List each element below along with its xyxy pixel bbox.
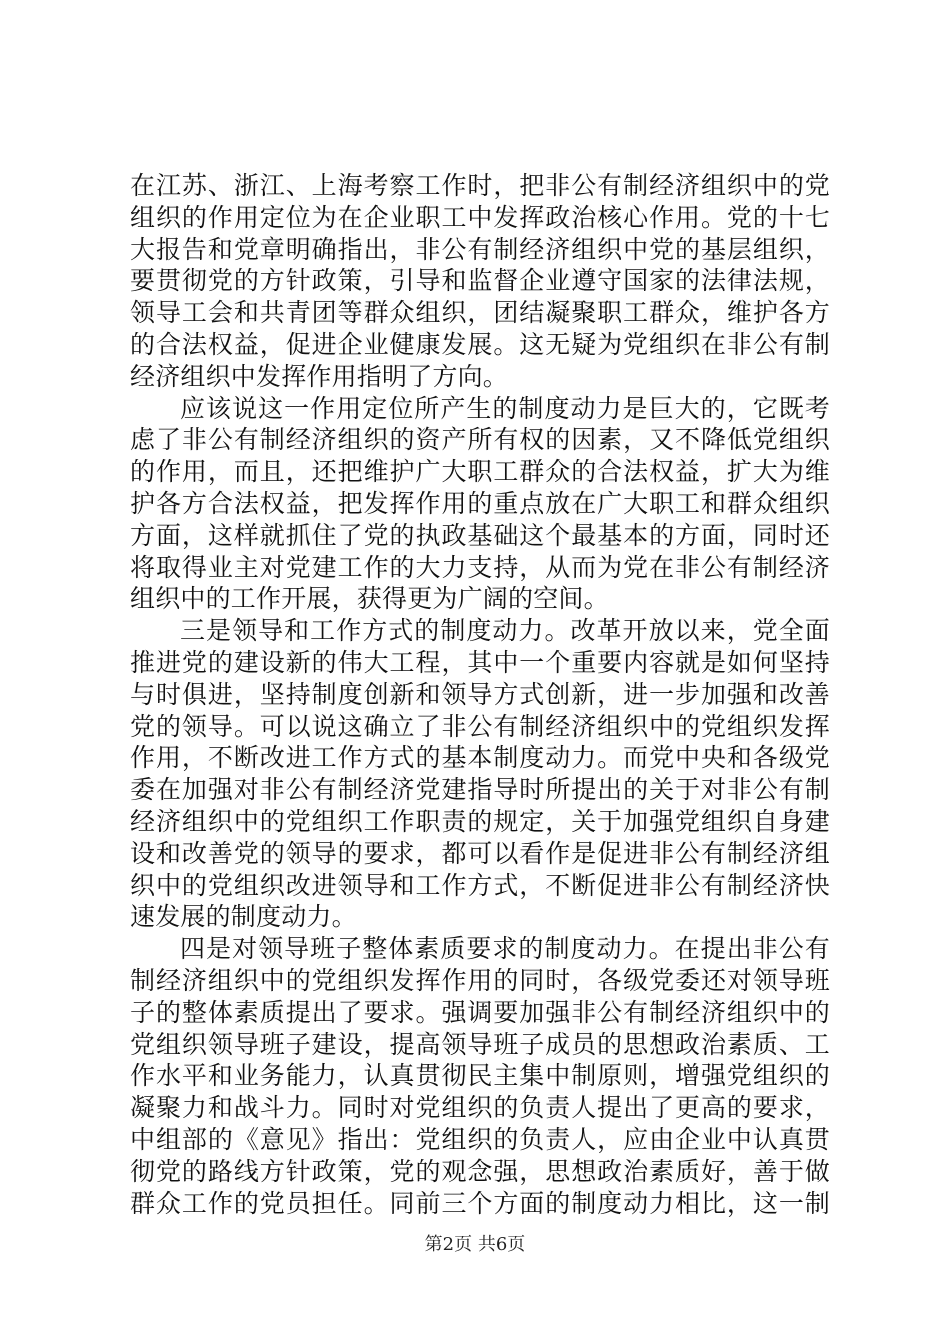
page-footer bbox=[0, 1230, 950, 1256]
text-line: 制经济组织中的党组织发挥作用的同时，各级党委还对领导班 bbox=[130, 965, 830, 995]
text-line: 在江苏、浙江、上海考察工作时，把非公有制经济组织中的党 bbox=[130, 171, 830, 200]
text-line: 虑了非公有制经济组织的资产所有权的因素，又不降低党组织 bbox=[130, 425, 830, 455]
text-line: 护各方合法权益，把发挥作用的重点放在广大职工和群众组织 bbox=[130, 488, 830, 518]
text-line: 的合法权益，促进企业健康发展。这无疑为党组织在非公有制 bbox=[130, 329, 830, 359]
text-line: 组织的作用定位为在企业职工中发挥政治核心作用。党的十七 bbox=[130, 202, 830, 232]
text-line: 四是对领导班子整体素质要求的制度动力。在提出非公有 bbox=[180, 934, 830, 964]
text-line: 凝聚力和战斗力。同时对党组织的负责人提出了更高的要求， bbox=[130, 1093, 830, 1123]
text-line: 领导工会和共青团等群众组织，团结凝聚职工群众，维护各方 bbox=[130, 298, 830, 328]
text-line: 方面，这样就抓住了党的执政基础这个最基本的方面，同时还 bbox=[130, 520, 830, 550]
text-line: 委在加强对非公有制经济党建指导时所提出的关于对非公有制 bbox=[130, 775, 830, 805]
text-line: 速发展的制度动力。 bbox=[130, 902, 357, 932]
text-line: 彻党的路线方针政策，党的观念强，思想政治素质好，善于做 bbox=[130, 1156, 830, 1186]
text-line: 子的整体素质提出了要求。强调要加强非公有制经济组织中的 bbox=[130, 997, 830, 1027]
text-line: 要贯彻党的方针政策，引导和监督企业遵守国家的法律法规， bbox=[130, 266, 830, 296]
text-line: 作水平和业务能力，认真贯彻民主集中制原则，增强党组织的 bbox=[130, 1061, 830, 1091]
page-number-label: 第2页 共6页 bbox=[424, 1234, 526, 1255]
text-line: 的作用，而且，还把维护广大职工群众的合法权益，扩大为维 bbox=[130, 457, 830, 487]
text-line: 中组部的《意见》指出：党组织的负责人，应由企业中认真贯 bbox=[130, 1124, 830, 1154]
text-line: 三是领导和工作方式的制度动力。改革开放以来，党全面 bbox=[180, 616, 830, 646]
document-body bbox=[130, 170, 830, 1219]
text-line: 经济组织中发挥作用指明了方向。 bbox=[130, 361, 509, 391]
text-line: 将取得业主对党建工作的大力支持，从而为党在非公有制经济 bbox=[130, 552, 830, 582]
text-line: 设和改善党的领导的要求，都可以看作是促进非公有制经济组 bbox=[130, 838, 830, 868]
text-line: 群众工作的党员担任。同前三个方面的制度动力相比，这一制 bbox=[130, 1188, 830, 1218]
text-line: 党组织领导班子建设，提高领导班子成员的思想政治素质、工 bbox=[130, 1029, 830, 1059]
text-line: 大报告和党章明确指出，非公有制经济组织中党的基层组织， bbox=[130, 234, 830, 264]
text-line: 经济组织中的党组织工作职责的规定，关于加强党组织自身建 bbox=[130, 806, 830, 836]
text-line: 党的领导。可以说这确立了非公有制经济组织中的党组织发挥 bbox=[130, 711, 830, 741]
text-line: 推进党的建设新的伟大工程，其中一个重要内容就是如何坚持 bbox=[130, 647, 830, 677]
text-line: 与时俱进，坚持制度创新和领导方式创新，进一步加强和改善 bbox=[130, 679, 830, 709]
text-line: 作用，不断改进工作方式的基本制度动力。而党中央和各级党 bbox=[130, 743, 830, 773]
text-line: 组织中的工作开展，获得更为广阔的空间。 bbox=[130, 584, 609, 614]
text-line: 织中的党组织改进领导和工作方式，不断促进非公有制经济快 bbox=[130, 870, 830, 900]
text-line: 应该说这一作用定位所产生的制度动力是巨大的，它既考 bbox=[180, 393, 830, 423]
